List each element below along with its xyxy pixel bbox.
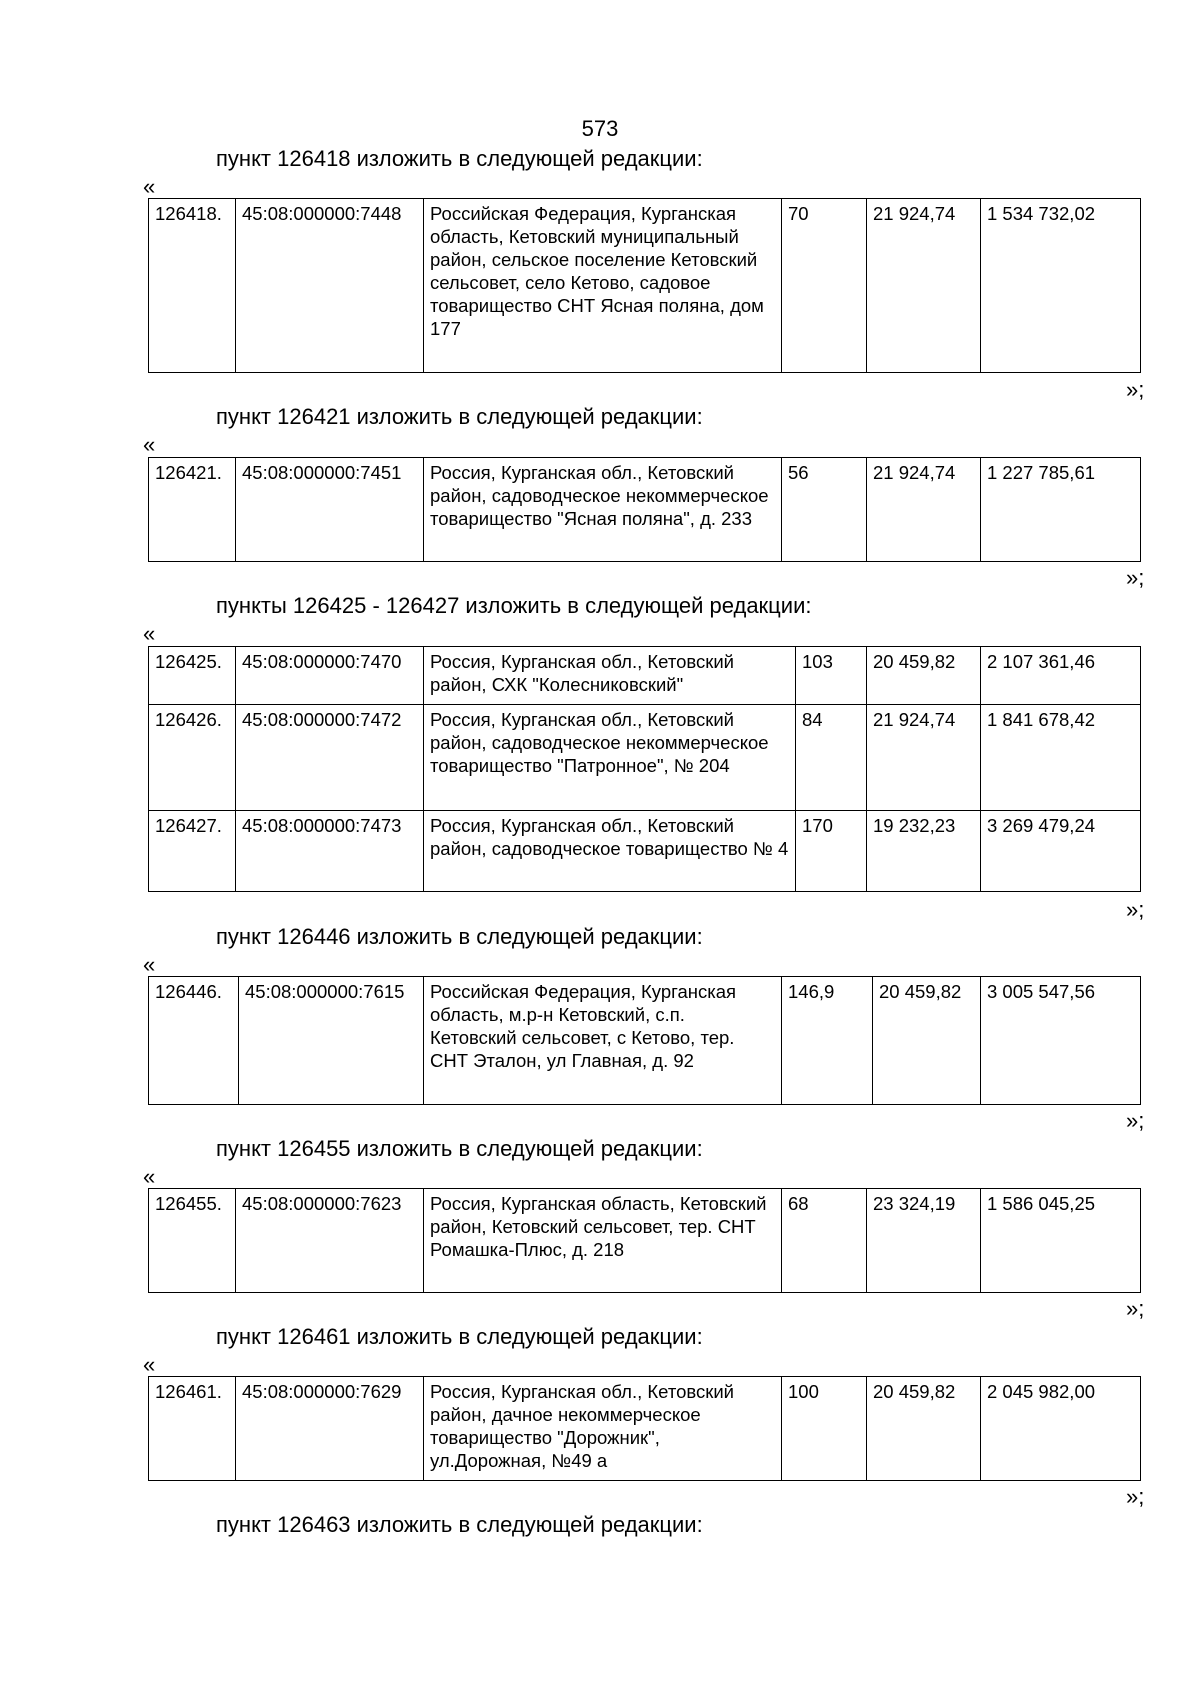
open-quote: « xyxy=(143,952,156,977)
entry-table xyxy=(148,976,1141,1105)
address: Российская Федерация, Курганская область, Кетовский муниципальный район, сельское поселение Кетовский сельсовет, село Кетово, садовое товарищество СНТ Ясная поляна, дом 177 xyxy=(424,199,782,373)
table-row xyxy=(149,199,1141,373)
area: 170 xyxy=(796,811,867,892)
entry-table xyxy=(148,1376,1141,1481)
area: 84 xyxy=(796,705,867,811)
cadastral-value: 1 586 045,25 xyxy=(981,1189,1141,1293)
item-number: 126455. xyxy=(149,1189,236,1293)
address: Россия, Курганская обл., Кетовский район, садоводческое некоммерческое товарищество "Ясная поляна", д. 233 xyxy=(424,458,782,562)
table-row xyxy=(149,458,1141,562)
rate: 21 924,74 xyxy=(867,199,981,373)
close-quote: »; xyxy=(1126,377,1145,402)
entry-table xyxy=(148,457,1141,562)
area: 103 xyxy=(796,647,867,705)
area: 68 xyxy=(782,1189,867,1293)
close-quote: »; xyxy=(1126,897,1145,922)
cadastral-value: 1 841 678,42 xyxy=(981,705,1141,811)
table-row xyxy=(149,977,1141,1105)
item-number: 126461. xyxy=(149,1377,236,1481)
cadastral-value: 2 107 361,46 xyxy=(981,647,1141,705)
item-number: 126426. xyxy=(149,705,236,811)
section-heading: пункт 126455 изложить в следующей редакции: xyxy=(216,1136,703,1161)
table-row xyxy=(149,1189,1141,1293)
section-heading: пункт 126463 изложить в следующей редакции: xyxy=(216,1512,703,1537)
item-number: 126446. xyxy=(149,977,239,1105)
table-row xyxy=(149,647,1141,705)
address: Российская Федерация, Курганская область, м.р-н Кетовский, с.п. Кетовский сельсовет, с Кетово, тер. СНТ Эталон, ул Главная, д. 92 xyxy=(424,977,782,1105)
rate: 20 459,82 xyxy=(867,647,981,705)
item-number: 126425. xyxy=(149,647,236,705)
close-quote: »; xyxy=(1126,565,1145,590)
close-quote: »; xyxy=(1126,1108,1145,1133)
rate: 20 459,82 xyxy=(873,977,981,1105)
table-row xyxy=(149,1377,1141,1481)
open-quote: « xyxy=(143,174,156,199)
cadastral-value: 1 227 785,61 xyxy=(981,458,1141,562)
section-heading: пункт 126421 изложить в следующей редакции: xyxy=(216,404,703,429)
section-heading: пункт 126461 изложить в следующей редакции: xyxy=(216,1324,703,1349)
open-quote: « xyxy=(143,1164,156,1189)
area: 100 xyxy=(782,1377,867,1481)
entry-table xyxy=(148,198,1141,373)
close-quote: »; xyxy=(1126,1484,1145,1509)
open-quote: « xyxy=(143,1352,156,1377)
cadastral-number: 45:08:000000:7473 xyxy=(236,811,424,892)
cadastral-value: 3 269 479,24 xyxy=(981,811,1141,892)
item-number: 126418. xyxy=(149,199,236,373)
cadastral-number: 45:08:000000:7451 xyxy=(236,458,424,562)
address: Россия, Курганская обл., Кетовский район, СХК "Колесниковский" xyxy=(424,647,796,705)
cadastral-value: 2 045 982,00 xyxy=(981,1377,1141,1481)
address: Россия, Курганская обл., Кетовский район, садоводческое некоммерческое товарищество "Патронное", № 204 xyxy=(424,705,796,811)
cadastral-number: 45:08:000000:7470 xyxy=(236,647,424,705)
entry-table xyxy=(148,646,1141,892)
rate: 23 324,19 xyxy=(867,1189,981,1293)
rate: 21 924,74 xyxy=(867,458,981,562)
section-heading: пункты 126425 - 126427 изложить в следующей редакции: xyxy=(216,593,812,618)
table-row xyxy=(149,811,1141,892)
rate: 20 459,82 xyxy=(867,1377,981,1481)
cadastral-number: 45:08:000000:7615 xyxy=(239,977,424,1105)
address: Россия, Курганская обл., Кетовский район, садоводческое товарищество № 4 xyxy=(424,811,796,892)
cadastral-number: 45:08:000000:7629 xyxy=(236,1377,424,1481)
area: 146,9 xyxy=(782,977,873,1105)
rate: 21 924,74 xyxy=(867,705,981,811)
address: Россия, Курганская область, Кетовский район, Кетовский сельсовет, тер. СНТ Ромашка-Плюс, д. 218 xyxy=(424,1189,782,1293)
table-row xyxy=(149,705,1141,811)
area: 70 xyxy=(782,199,867,373)
entry-table xyxy=(148,1188,1141,1293)
cadastral-value: 3 005 547,56 xyxy=(981,977,1141,1105)
open-quote: « xyxy=(143,621,156,646)
cadastral-number: 45:08:000000:7472 xyxy=(236,705,424,811)
section-heading: пункт 126418 изложить в следующей редакции: xyxy=(216,146,703,171)
section-heading: пункт 126446 изложить в следующей редакции: xyxy=(216,924,703,949)
item-number: 126421. xyxy=(149,458,236,562)
open-quote: « xyxy=(143,432,156,457)
item-number: 126427. xyxy=(149,811,236,892)
cadastral-number: 45:08:000000:7448 xyxy=(236,199,424,373)
area: 56 xyxy=(782,458,867,562)
cadastral-number: 45:08:000000:7623 xyxy=(236,1189,424,1293)
close-quote: »; xyxy=(1126,1296,1145,1321)
page-number: 573 xyxy=(581,116,619,141)
cadastral-value: 1 534 732,02 xyxy=(981,199,1141,373)
address: Россия, Курганская обл., Кетовский район, дачное некоммерческое товарищество "Дорожник", ул.Дорожная, №49 а xyxy=(424,1377,782,1481)
rate: 19 232,23 xyxy=(867,811,981,892)
